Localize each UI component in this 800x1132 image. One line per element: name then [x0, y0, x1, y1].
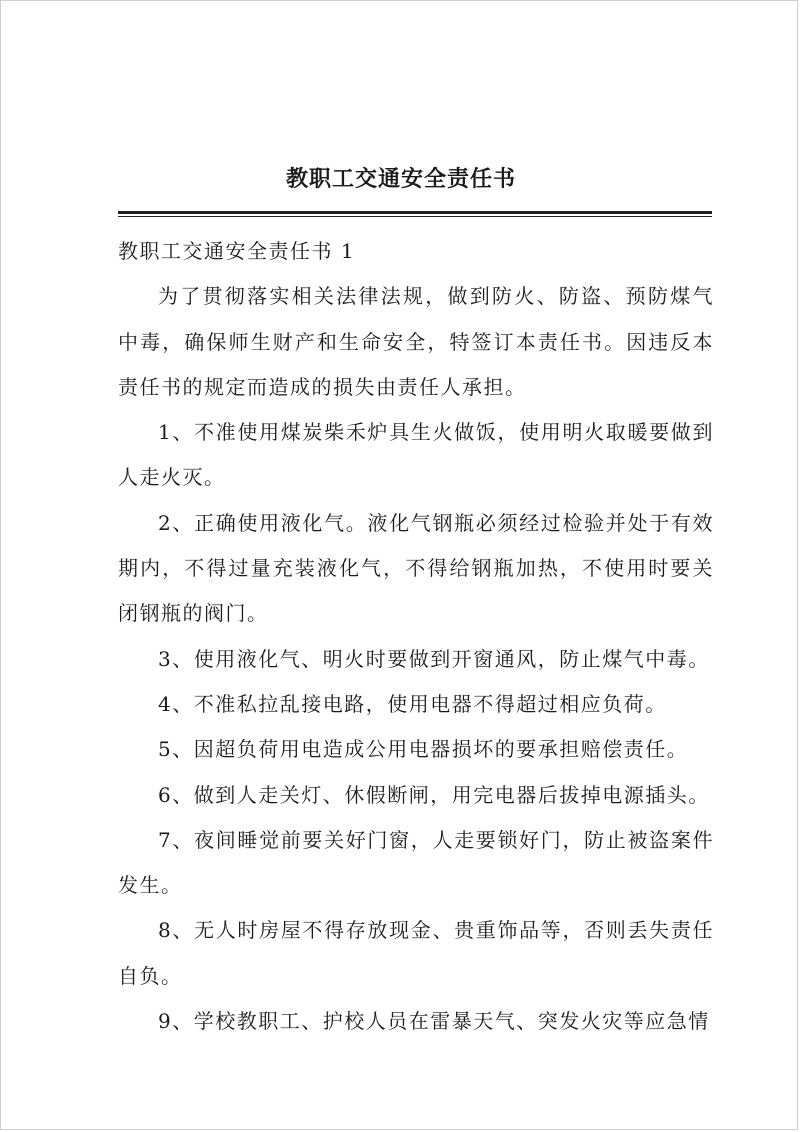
paragraph-intro: 为了贯彻落实相关法律法规，做到防火、防盗、预防煤气中毒，确保师生财产和生命安全，特签订本责任书。因违反本责任书的规定而造成的损失由责任人承担。	[118, 284, 714, 399]
paragraph-item-4: 4、不准私拉乱接电路，使用电器不得超过相应负荷。	[158, 691, 667, 716]
paragraph-item-6: 6、做到人走关灯、休假断闸，用完电器后拔掉电源插头。	[158, 782, 710, 807]
document-title: 教职工交通安全责任书	[285, 166, 516, 192]
paragraph-item-5: 5、因超负荷用电造成公用电器损坏的要承担赔偿责任。	[158, 737, 689, 762]
section-heading: 教职工交通安全责任书 1	[118, 239, 356, 263]
paragraph-item-1: 1、不准使用煤炭柴禾炉具生火做饭，使用明火取暖要做到人走火灭。	[118, 420, 714, 490]
paragraph-item-3: 3、使用液化气、明火时要做到开窗通风，防止煤气中毒。	[158, 646, 710, 671]
paragraph-item-9: 9、学校教职工、护校人员在雷暴天气、突发火灾等应急情	[158, 1009, 710, 1034]
paragraph-item-2: 2、正确使用液化气。液化气钢瓶必须经过检验并处于有效期内，不得过量充装液化气，不得给钢瓶加热，不使用时要关闭钢瓶的阀门。	[118, 510, 714, 626]
paragraph-item-7: 7、夜间睡觉前要关好门窗，人走要锁好门，防止被盗案件发生。	[118, 827, 714, 898]
title-divider-thin	[118, 216, 712, 217]
document-body	[118, 229, 714, 1044]
paragraph-item-8: 8、无人时房屋不得存放现金、贵重饰品等，否则丢失责任自负。	[118, 918, 714, 988]
title-divider-thick	[118, 211, 712, 214]
